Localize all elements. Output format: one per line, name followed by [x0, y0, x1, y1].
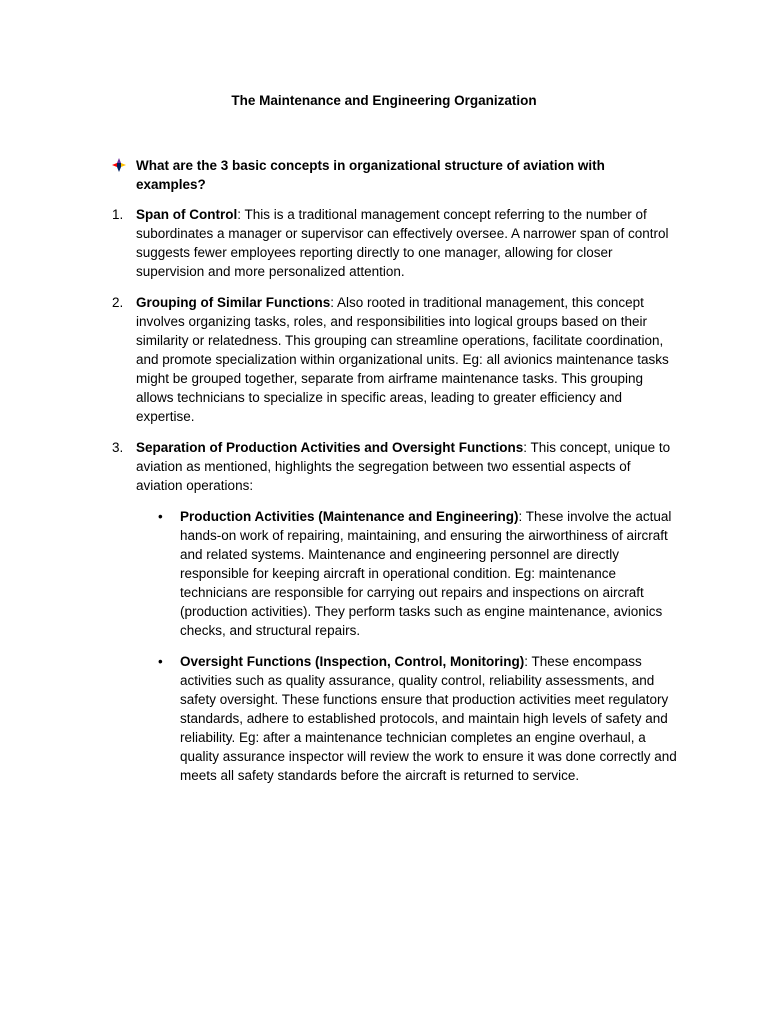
bullet-item: [158, 652, 678, 785]
bullet-item-heading: Production Activities (Maintenance and Engineering): [180, 509, 519, 524]
list-item-heading: Grouping of Similar Functions: [136, 295, 331, 310]
bullet-item-text: : These encompass activities such as quality assurance, quality control, reliability assessments, and safety oversight. These functions ensure that production activities meet regulatory standards, adhere to established protocols, and maintain high levels of safety and reliability. Eg: after a maintenance technician completes an engine overhaul, a quality assurance inspector will review the work to ensure it was done correctly and meets all safety standards before the aircraft is returned to service.: [180, 654, 677, 783]
page-title: The Maintenance and Engineering Organization: [231, 93, 537, 108]
list-item-heading: Separation of Production Activities and Oversight Functions: [136, 440, 524, 455]
bullet-item-body: [180, 652, 678, 785]
four-color-arrow-bullet-icon: [112, 156, 136, 174]
bullet-list: [158, 507, 678, 785]
bullet-item-body: [180, 507, 678, 640]
list-item-number: 1.: [112, 207, 124, 222]
list-item-number: 2.: [112, 295, 124, 310]
list-item-body: [136, 438, 678, 797]
list-item-paragraph: [136, 438, 678, 495]
bullet-dot-icon: •: [158, 654, 163, 669]
list-item-heading: Span of Control: [136, 207, 238, 222]
bullet-item-heading: Oversight Functions (Inspection, Control, Monitoring): [180, 654, 525, 669]
list-item: [112, 438, 678, 797]
list-item: [112, 205, 678, 281]
list-item-body: [136, 293, 678, 426]
bullet-item-text: : These involve the actual hands-on work of repairing, maintaining, and ensuring the airworthiness of aircraft and related systems. Maintenance and engineering personnel are directly responsible for keeping aircraft in operational condition. Eg: maintenance technicians are responsible for carrying out repairs and inspections on aircraft (production activities). They perform tasks such as engine maintenance, avionics checks, and structural repairs.: [180, 509, 672, 638]
list-item-text: : Also rooted in traditional management, this concept involves organizing tasks, roles, and responsibilities into logical groups based on their similarity or relatedness. This grouping can streamline operations, facilitate coordination, and promote specialization within organizational units. Eg: all avionics maintenance tasks might be grouped together, separate from airframe maintenance tasks. This grouping allows technicians to specialize in specific areas, leading to greater efficiency and expertise.: [136, 295, 669, 424]
list-item-number: 3.: [112, 440, 124, 455]
bullet-item: [158, 507, 678, 640]
list-item-text: : This is a traditional management concept referring to the number of subordinates a manager or supervisor can effectively oversee. A narrower span of control suggests fewer employees reporting directly to one manager, allowing for closer supervision and more personalized attention.: [136, 207, 669, 279]
bullet-dot-icon: •: [158, 509, 163, 524]
list-item-body: [136, 205, 678, 281]
list-item-text: : This concept, unique to aviation as mentioned, highlights the segregation between two essential aspects of aviation operations:: [136, 440, 671, 493]
question-heading: [112, 156, 672, 194]
numbered-list: [112, 205, 678, 809]
list-item: [112, 293, 678, 426]
question-text: What are the 3 basic concepts in organizational structure of aviation with examples?: [136, 158, 605, 192]
